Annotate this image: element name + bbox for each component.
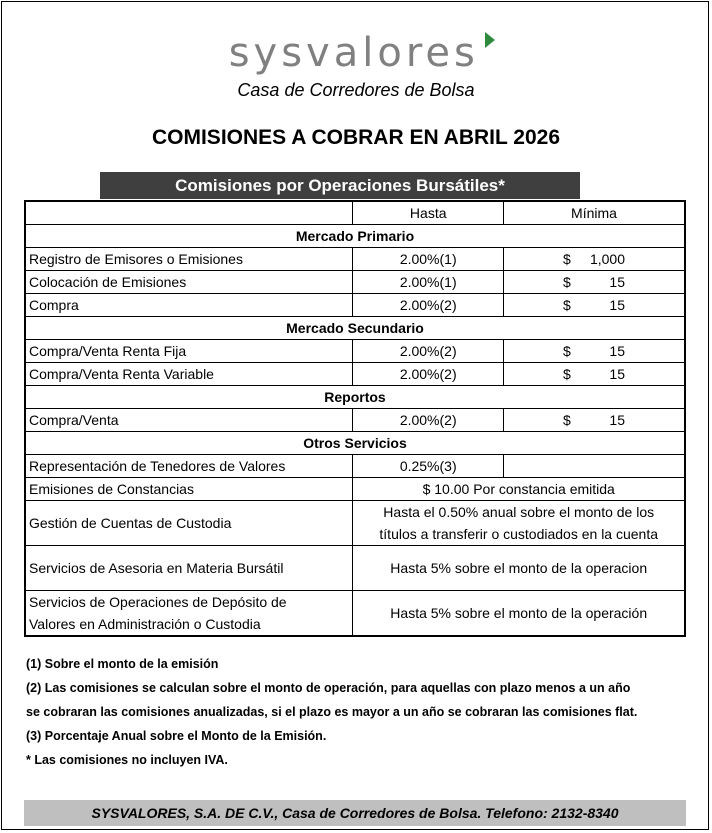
table-row (25, 455, 685, 478)
row-label: Registro de Emisores o Emisiones (25, 248, 353, 271)
table-row (25, 271, 685, 294)
row-merged-value: Hasta 5% sobre el monto de la operacion (353, 546, 685, 591)
table-row (25, 546, 685, 591)
table-row (25, 478, 685, 501)
section-header: Mercado Secundario (25, 317, 685, 340)
table-row (25, 409, 685, 432)
currency-symbol: $ (563, 366, 571, 382)
table-row (25, 294, 685, 317)
row-minima (504, 271, 686, 294)
row-minima (504, 294, 686, 317)
row-label: Servicios de Asesoria en Materia Bursátil (25, 546, 353, 591)
header-cell-empty (25, 201, 353, 225)
row-label: Emisiones de Constancias (25, 478, 353, 501)
row-minima (504, 340, 686, 363)
table-row (25, 340, 685, 363)
table-caption: Comisiones por Operaciones Bursátiles* (100, 172, 580, 199)
row-minima (504, 363, 686, 386)
table-row (25, 591, 685, 637)
currency-symbol: $ (563, 343, 571, 359)
row-label: Gestión de Cuentas de Custodia (25, 501, 353, 546)
header-cell-minima: Mínima (504, 201, 686, 225)
currency-symbol: $ (563, 251, 571, 267)
min-amount: 15 (609, 412, 625, 428)
table-row (25, 363, 685, 386)
footnote: * Las comisiones no incluyen IVA. (26, 753, 228, 767)
footnotes (26, 657, 637, 777)
row-merged-value: $ 10.00 Por constancia emitida (353, 478, 685, 501)
row-label: Representación de Tenedores de Valores (25, 455, 353, 478)
table-row (25, 248, 685, 271)
commissions-table (24, 200, 686, 637)
footnote: se cobraran las comisiones anualizadas, si el plazo es mayor a un año se cobraran las comisiones flat. (26, 705, 638, 719)
section-header: Reportos (25, 386, 685, 409)
footnote: (2) Las comisiones se calculan sobre el monto de operación, para aquellas con plazo menos a un año (26, 681, 631, 695)
row-label: Compra (25, 294, 353, 317)
currency-symbol: $ (563, 412, 571, 428)
row-hasta: 2.00%(2) (353, 294, 504, 317)
page-subtitle: Casa de Corredores de Bolsa (237, 80, 475, 100)
footnote: (3) Porcentaje Anual sobre el Monto de la Emisión. (26, 729, 327, 743)
row-minima (504, 409, 686, 432)
row-merged-value: Hasta 5% sobre el monto de la operación (353, 591, 685, 637)
row-minima-empty (504, 455, 686, 478)
row-label: Colocación de Emisiones (25, 271, 353, 294)
row-hasta: 2.00%(2) (353, 409, 504, 432)
logo-triangle-icon (485, 32, 495, 48)
currency-symbol: $ (563, 274, 571, 290)
currency-symbol: $ (563, 297, 571, 313)
min-amount: 15 (609, 343, 625, 359)
row-hasta: 2.00%(1) (353, 271, 504, 294)
header-cell-hasta: Hasta (353, 201, 504, 225)
row-hasta: 2.00%(1) (353, 248, 504, 271)
footnote: (1) Sobre el monto de la emisión (26, 657, 219, 671)
company-logo (0, 30, 712, 76)
row-hasta: 0.25%(3) (353, 455, 504, 478)
page-title: COMISIONES A COBRAR EN ABRIL 2026 (151, 126, 560, 149)
row-hasta: 2.00%(2) (353, 363, 504, 386)
table-row (25, 501, 685, 546)
row-hasta: 2.00%(2) (353, 340, 504, 363)
row-label: Compra/Venta Renta Fija (25, 340, 353, 363)
min-amount: 15 (609, 274, 625, 290)
logo-text: sysvalores (228, 30, 479, 76)
row-label: Servicios de Operaciones de Depósito de Valores en Administración o Custodia (25, 591, 353, 637)
min-amount: 15 (609, 297, 625, 313)
row-label: Compra/Venta (25, 409, 353, 432)
row-merged-value: Hasta el 0.50% anual sobre el monto de los títulos a transferir o custodiados en la cuenta (353, 501, 685, 546)
min-amount: 15 (609, 366, 625, 382)
footer-bar: SYSVALORES, S.A. DE C.V., Casa de Corredores de Bolsa. Telefono: 2132-8340 (24, 800, 686, 826)
table-header-row (25, 201, 685, 225)
min-amount: 1,000 (589, 251, 625, 267)
section-header: Otros Servicios (25, 432, 685, 455)
section-header: Mercado Primario (25, 225, 685, 248)
row-label: Compra/Venta Renta Variable (25, 363, 353, 386)
row-minima (504, 248, 686, 271)
